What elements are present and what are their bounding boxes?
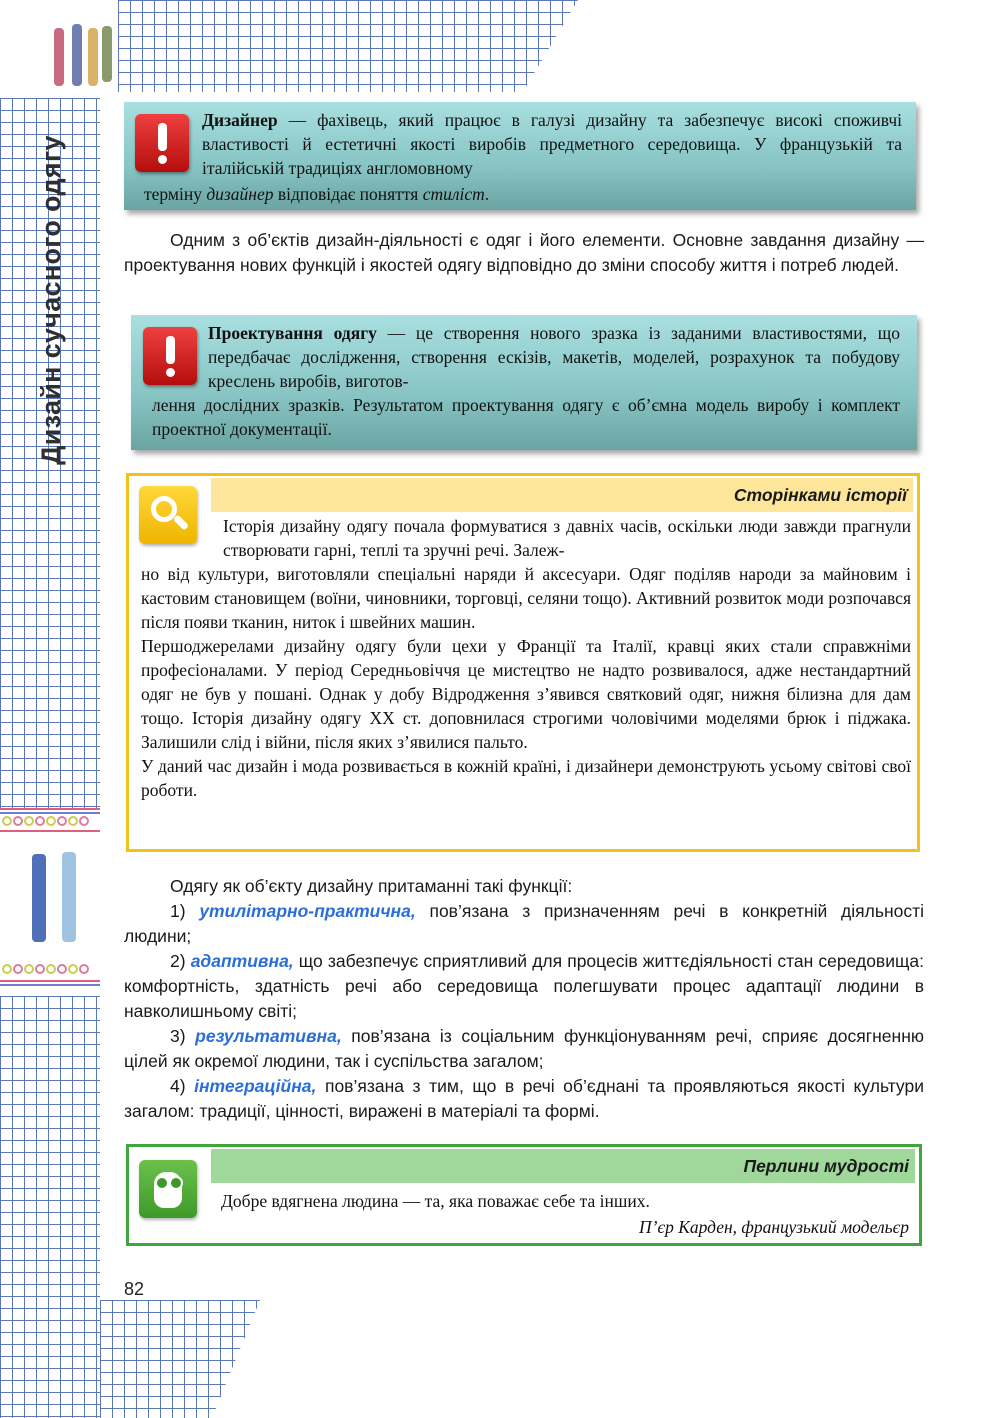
grid-decoration-bottom (100, 1300, 260, 1418)
bead-decoration-upper (0, 808, 100, 834)
history-heading: Сторінками історії (211, 478, 913, 512)
definition-text-continued: лення дослідних зразків. Результатом проектування одягу є об’ємна модель виробу і комплект проектної документації. (152, 395, 900, 439)
definition-term: Проектування одягу (208, 323, 377, 343)
intro-paragraph: Одним з об’єктів дизайн-діяльності є одяг і його елементи. Основне завдання дизайну — проектування нових функцій і якостей одягу відповідно до зміни способу життя і потреб людей. (124, 230, 924, 275)
function-item: 4) інтеграційна, пов’язана з тим, що в речі об’єднані та проявляються якості культури загалом: традиції, цінності, виражені в матеріалі та формі. (124, 1076, 924, 1121)
grid-decoration-side-lower (0, 996, 100, 1418)
wisdom-box (126, 1144, 922, 1246)
definition-box-designer (124, 102, 916, 210)
wisdom-heading: Перлини мудрості (211, 1149, 915, 1183)
wisdom-quote: Добре вдягнена людина — та, яка поважає себе та інших. (221, 1191, 650, 1211)
history-text: Історія дизайну одягу почала формуватися з давніх часів, оскільки люди завжди прагнули створювати гарні, теплі та зручні речі. Залеж- но від культури, виготовляли спеціальні наряди й аксесуари. Одяг поділяв народи за майновим і кастовим становищем (воїни, чиновники, торговці, селяни тощо). Активний розвиток моди розпочався після появи тканин, ниток і швейних машин. Першоджерелами дизайну одягу були цехи у Франції та Італії, кравці яких стали справжніми професіоналами. У період Середньовіччя це мистецтво не надто розвивалося, адже нестандартний одяг не був у пошані. Однак у добу Відродження з’явився святковий одяг, нижня білизна для дам тощо. Історія дизайну одягу ХХ ст. доповнилася строгими чоловічими моделями брюк і піджака. Залишили слід і війни, після яких з’явилися пальто. У даний час дизайн і мода розвивається в кожній країні, і дизайнери демонструють усьому світові свої роботи. (141, 516, 911, 800)
functions-intro: Одягу як об’єкту дизайну притаманні такі функції: (170, 876, 573, 896)
fashion-figures-middle (28, 850, 88, 946)
definition-text: Проектування одягу — це створення нового зразка із заданими властивостями, що передбачає дослідження, створення ескізів, макетів, моделей, розрахунок та побудову креслень виробів, виготов- (208, 323, 900, 391)
function-item: 2) адаптивна, що забезпечує сприятливий для процесів життєдіяльності стан середовища: комфортність, здатність речі або середовища полегшувати процес адаптації людини в навколишньому світі; (124, 951, 924, 1021)
side-title: Дизайн сучасного одягу (36, 135, 66, 465)
functions-section (124, 874, 924, 1124)
definition-box-clothing-design (131, 315, 917, 450)
bead-decoration-lower (0, 962, 100, 988)
definition-text: Дизайнер — фахівець, який працює в галузі дизайну та забезпечує високі споживчі властивості й естетичні якості виробів предметного середовища. У французькій та італійській традиціях англомовному (202, 110, 902, 178)
page-number: 82 (124, 1279, 145, 1299)
fashion-figures-top (52, 22, 116, 92)
function-item: 1) утилітарно-практична, пов’язана з призначенням речі в конкретній діяльності людини; (124, 901, 924, 946)
exclamation-icon (135, 114, 189, 172)
wisdom-author: П’єр Карден, французький модельєр (639, 1217, 909, 1237)
owl-icon (139, 1160, 197, 1218)
grid-decoration-top (118, 0, 578, 92)
definition-term: Дизайнер (202, 110, 278, 130)
function-item: 3) результативна, пов’язана із соціальним функціонуванням речі, сприяє досягненню цілей як окремої людини, так і суспільства загалом; (124, 1026, 924, 1071)
definition-text-last-line: терміну дизайнер відповідає поняття стиліст. (144, 184, 490, 204)
exclamation-icon (143, 327, 197, 385)
history-box (126, 473, 920, 852)
